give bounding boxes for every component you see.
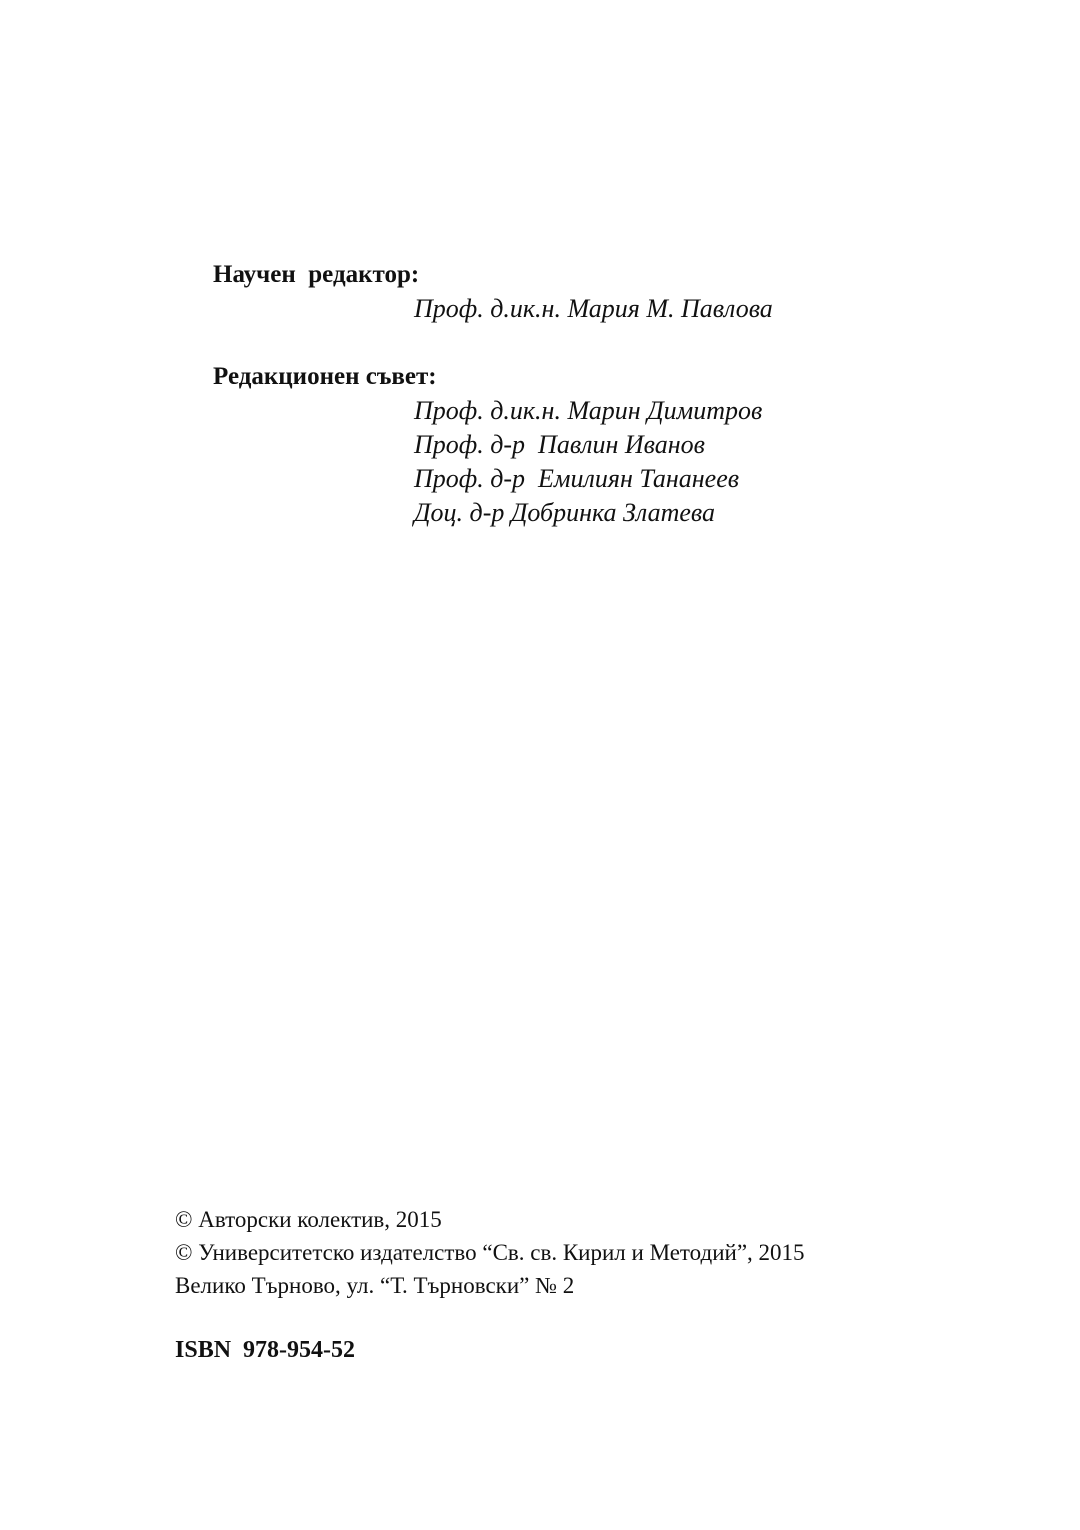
editorial-board-list [414,394,762,530]
editorial-board-heading: Редакционен съвет: [213,363,437,390]
scientific-editor-name: Проф. д.ик.н. Мария М. Павлова [414,294,773,323]
editorial-board-member: Проф. д-р Павлин Иванов [414,430,705,459]
imprint-block [175,1203,805,1302]
editorial-board-member: Проф. д-р Емилиян Тананеев [414,464,740,493]
publisher-address: Велико Търново, ул. “Т. Търновски” № 2 [175,1273,575,1298]
copyright-authors: © Авторски колектив, 2015 [175,1207,442,1232]
isbn-number: ISBN 978-954-52 [175,1337,356,1363]
editorial-board-member: Доц. д-р Добринка Златева [414,498,715,527]
scientific-editor-heading: Научен редактор: [213,261,420,288]
scientific-editor-list [414,292,773,326]
copyright-publisher: © Университетско издателство “Св. св. Кирил и Методий”, 2015 [175,1240,805,1265]
editorial-board-member: Проф. д.ик.н. Марин Димитров [414,396,763,425]
